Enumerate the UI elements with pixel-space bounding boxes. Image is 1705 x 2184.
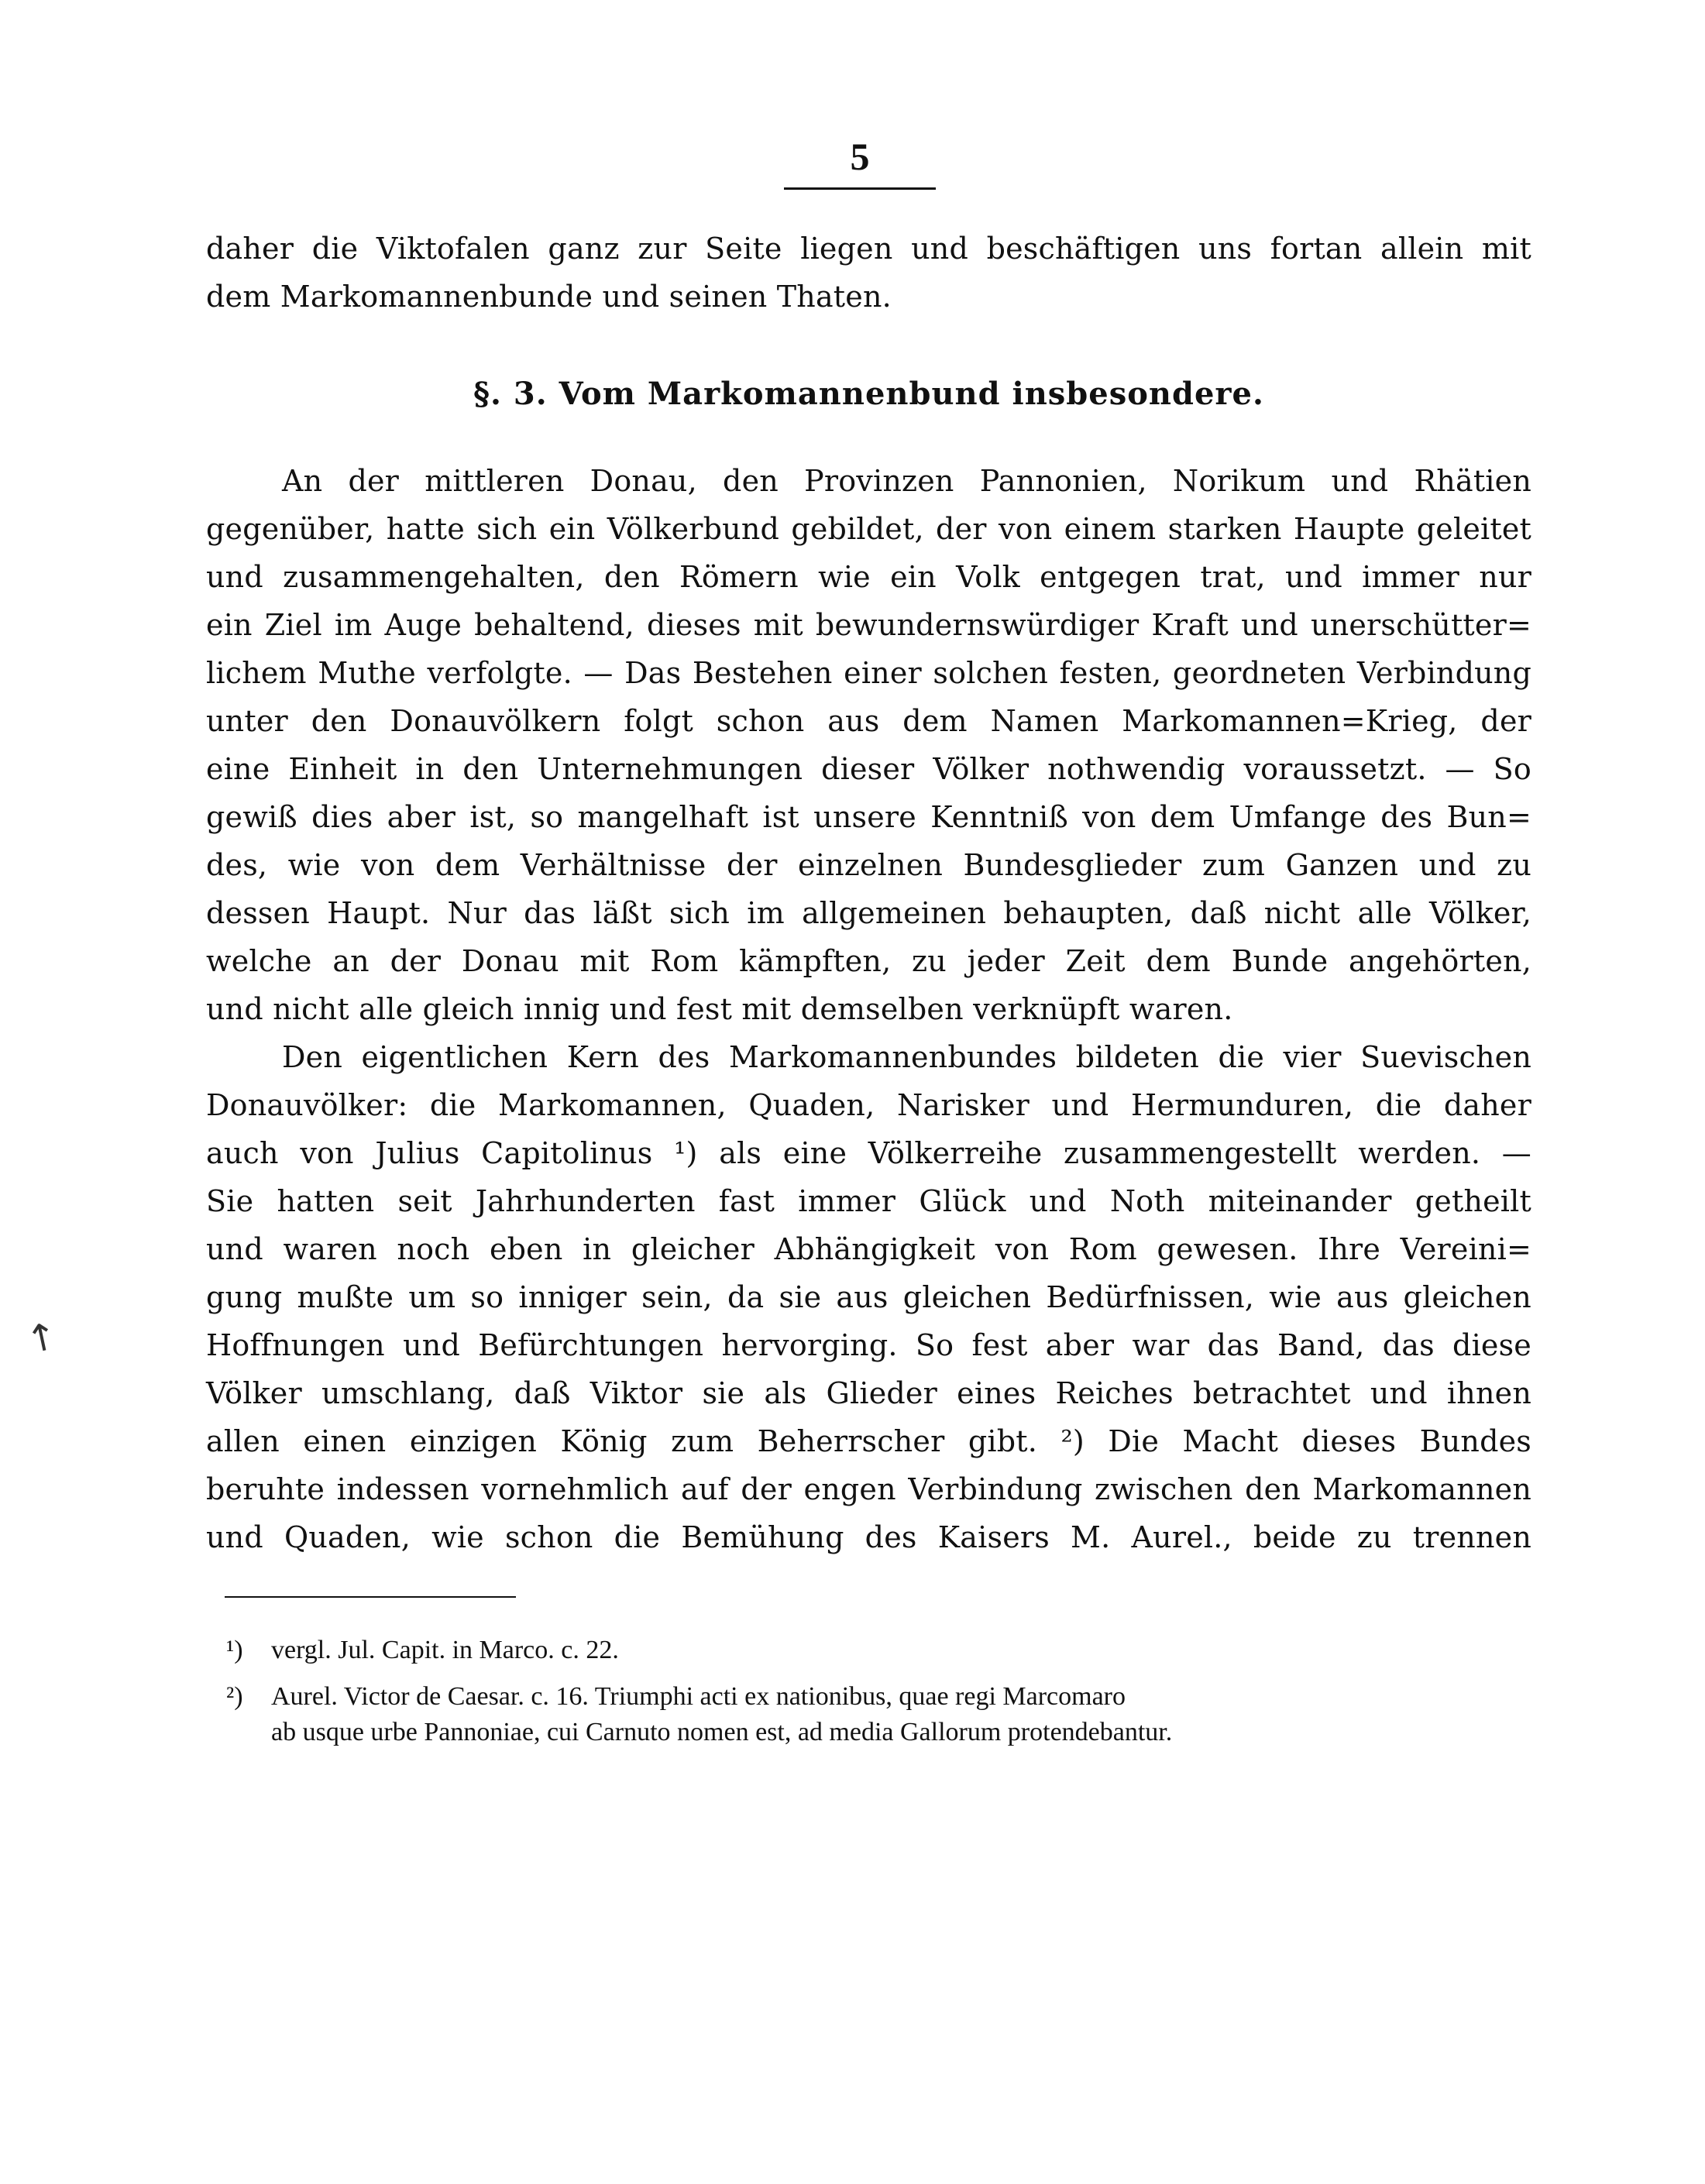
- text-line: ein Ziel im Auge behaltend, dieses mit bewundernswürdiger Kraft und unerschütter=: [206, 608, 1531, 642]
- page-number-rule: [784, 187, 936, 190]
- text-line: eine Einheit in den Unternehmungen dieser Völker nothwendig voraussetzt. — So: [206, 752, 1531, 786]
- footnote-mark: ¹): [226, 1636, 243, 1664]
- text-line: und Quaden, wie schon die Bemühung des Kaisers M. Aurel., beide zu trennen: [206, 1520, 1531, 1554]
- footnote-line: vergl. Jul. Capit. in Marco. c. 22.: [271, 1636, 619, 1664]
- text-line: Völker umschlang, daß Viktor sie als Glieder eines Reiches betrachtet und ihnen: [206, 1376, 1531, 1410]
- section-heading: §. 3. Vom Markomannenbund insbesondere.: [473, 376, 1264, 412]
- text-line: und zusammengehalten, den Römern wie ein Volk entgegen trat, und immer nur: [206, 560, 1531, 594]
- text-line: gewiß dies aber ist, so mangelhaft ist unsere Kenntniß von dem Umfange des Bun=: [206, 800, 1531, 834]
- footnote-line: Aurel. Victor de Caesar. c. 16. Triumphi acti ex nationibus, quae regi Marcomaro: [271, 1682, 1126, 1711]
- text-line: allen einen einzigen König zum Beherrscher gibt. ²) Die Macht dieses Bundes: [206, 1424, 1531, 1458]
- text-line: welche an der Donau mit Rom kämpften, zu jeder Zeit dem Bunde angehörten,: [206, 944, 1531, 978]
- text-line: daher die Viktofalen ganz zur Seite liegen und beschäftigen uns fortan allein mit: [206, 232, 1531, 266]
- text-line: unter den Donauvölkern folgt schon aus dem Namen Markomannen=Krieg, der: [206, 704, 1531, 738]
- text-line: und waren noch eben in gleicher Abhängigkeit von Rom gewesen. Ihre Vereini=: [206, 1232, 1531, 1266]
- text-line: dessen Haupt. Nur das läßt sich im allgemeinen behaupten, daß nicht alle Völker,: [206, 896, 1531, 930]
- text-line: Sie hatten seit Jahrhunderten fast immer Glück und Noth miteinander getheilt: [206, 1184, 1531, 1218]
- text-line: lichem Muthe verfolgte. — Das Bestehen einer solchen festen, geordneten Verbindung: [206, 656, 1531, 690]
- footnote-line: ab usque urbe Pannoniae, cui Carnuto nomen est, ad media Gallorum protendebantur.: [271, 1718, 1173, 1746]
- text-line: Hoffnungen und Befürchtungen hervorging. So fest aber war das Band, das diese: [206, 1328, 1531, 1362]
- footnote-1: [226, 1633, 1534, 1668]
- text-line: des, wie von dem Verhältnisse der einzelnen Bundesglieder zum Ganzen und zu: [206, 848, 1531, 882]
- text-line: beruhte indessen vornehmlich auf der engen Verbindung zwischen den Markomannen: [206, 1472, 1531, 1506]
- footnote-separator: [225, 1596, 516, 1598]
- text-line: Den eigentlichen Kern des Markomannenbundes bildeten die vier Suevischen: [282, 1040, 1531, 1074]
- footnote-mark: ²): [226, 1682, 243, 1711]
- page-number: 5: [850, 135, 870, 178]
- text-line: dem Markomannenbunde und seinen Thaten.: [206, 280, 892, 314]
- text-line: An der mittleren Donau, den Provinzen Pannonien, Norikum und Rhätien: [282, 464, 1531, 498]
- margin-pencil-mark: ↑: [22, 1313, 62, 1363]
- text-line: und nicht alle gleich innig und fest mit demselben verknüpft waren.: [206, 992, 1233, 1026]
- text-line: gung mußte um so inniger sein, da sie aus gleichen Bedürfnissen, wie aus gleichen: [206, 1280, 1531, 1314]
- text-line: gegenüber, hatte sich ein Völkerbund gebildet, der von einem starken Haupte geleitet: [206, 512, 1531, 546]
- text-line: Donauvölker: die Markomannen, Quaden, Narisker und Hermunduren, die daher: [206, 1088, 1531, 1122]
- text-line: auch von Julius Capitolinus ¹) als eine Völkerreihe zusammengestellt werden. —: [206, 1136, 1531, 1170]
- footnote-2: [226, 1679, 1534, 1750]
